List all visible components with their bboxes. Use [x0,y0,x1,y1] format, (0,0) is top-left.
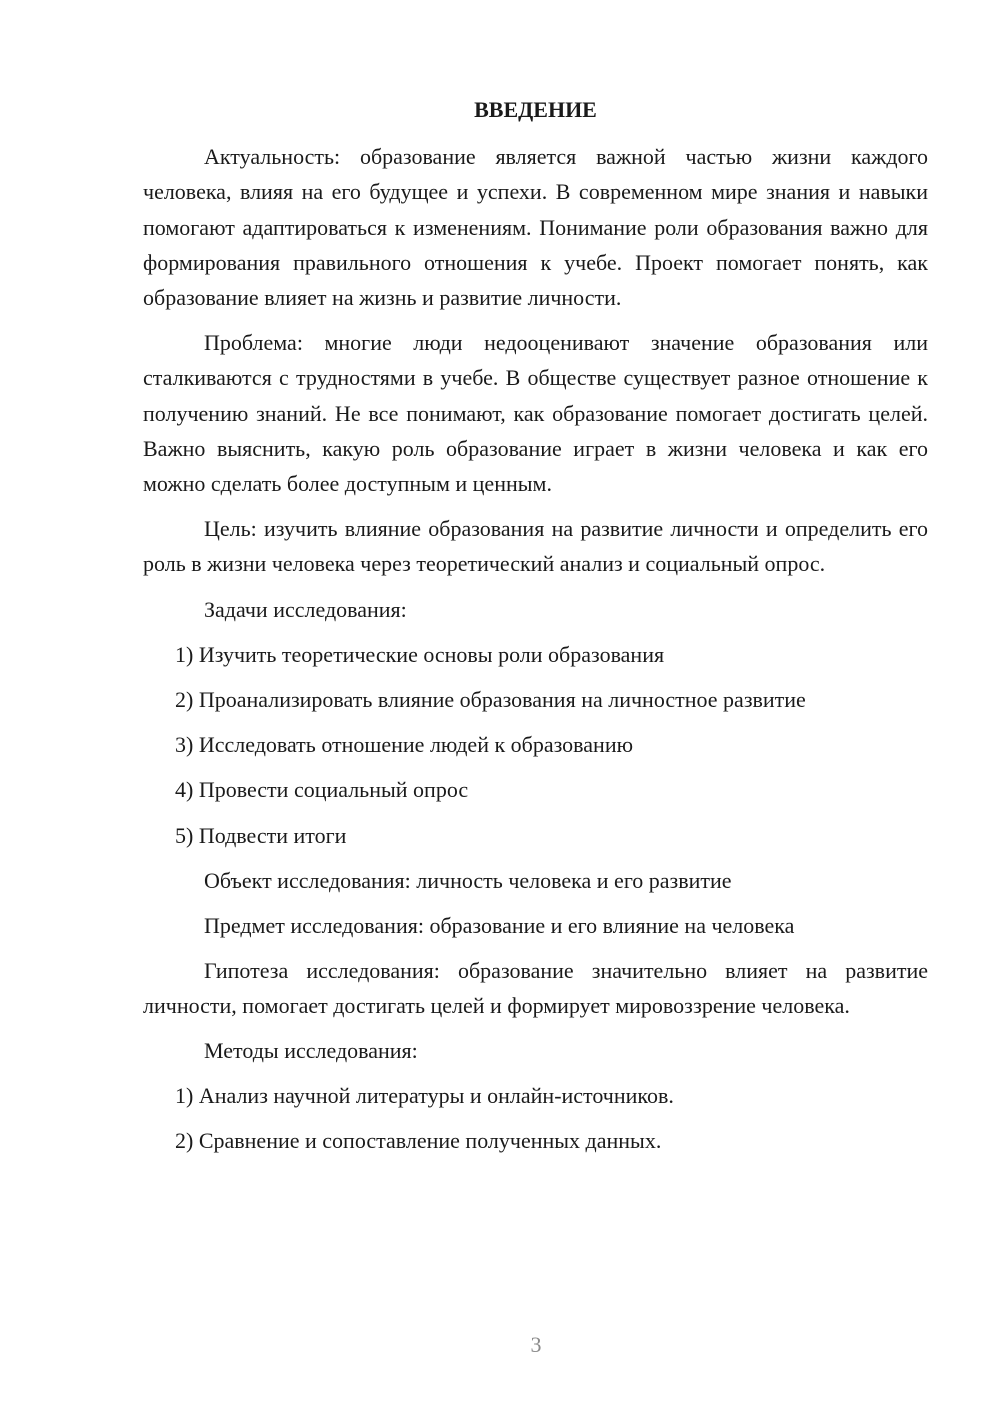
tasks-heading: Задачи исследования: [204,596,407,622]
task-item: 2) Проанализировать влияние образования на личностное развитие [175,687,806,713]
problem-paragraph: Проблема: многие люди недооценивают значение образования или сталкиваются с трудностями в учебе. В обществе существует разное отношение к получению знаний. Не все понимают, как образование помогает достигать целей. Важно выяснить, какую роль образование играет в жизни человека и как его можно сделать более доступным и ценным. [143,330,928,497]
page-title: ВВЕДЕНИЕ [474,97,597,122]
document-page [143,92,928,1168]
relevance-paragraph: Актуальность: образование является важной частью жизни каждого человека, влияя на его будущее и успехи. В современном мире знания и навыки помогают адаптироваться к изменениям. Понимание роли образования важно для формирования правильного отношения к учебе. Проект помогает понять, как образование влияет на жизнь и развитие личности. [143,144,928,311]
method-item: 1) Анализ научной литературы и онлайн-источников. [175,1082,674,1108]
method-item: 2) Сравнение и сопоставление полученных данных. [175,1128,662,1154]
research-subject: Предмет исследования: образование и его влияние на человека [204,913,795,939]
task-item: 4) Провести социальный опрос [175,777,469,803]
task-item: 5) Подвести итоги [175,822,347,848]
research-object: Объект исследования: личность человека и его развитие [204,867,732,893]
task-item: 1) Изучить теоретические основы роли образования [175,641,665,667]
page-number: 3 [530,1332,542,1357]
methods-heading: Методы исследования: [204,1037,418,1063]
goal-paragraph: Цель: изучить влияние образования на развитие личности и определить его роль в жизни человека через теоретический анализ и социальный опрос. [143,516,928,577]
task-item: 3) Исследовать отношение людей к образованию [175,732,634,758]
hypothesis-paragraph: Гипотеза исследования: образование значительно влияет на развитие личности, помогает достигать целей и формирует мировоззрение человека. [143,958,928,1019]
